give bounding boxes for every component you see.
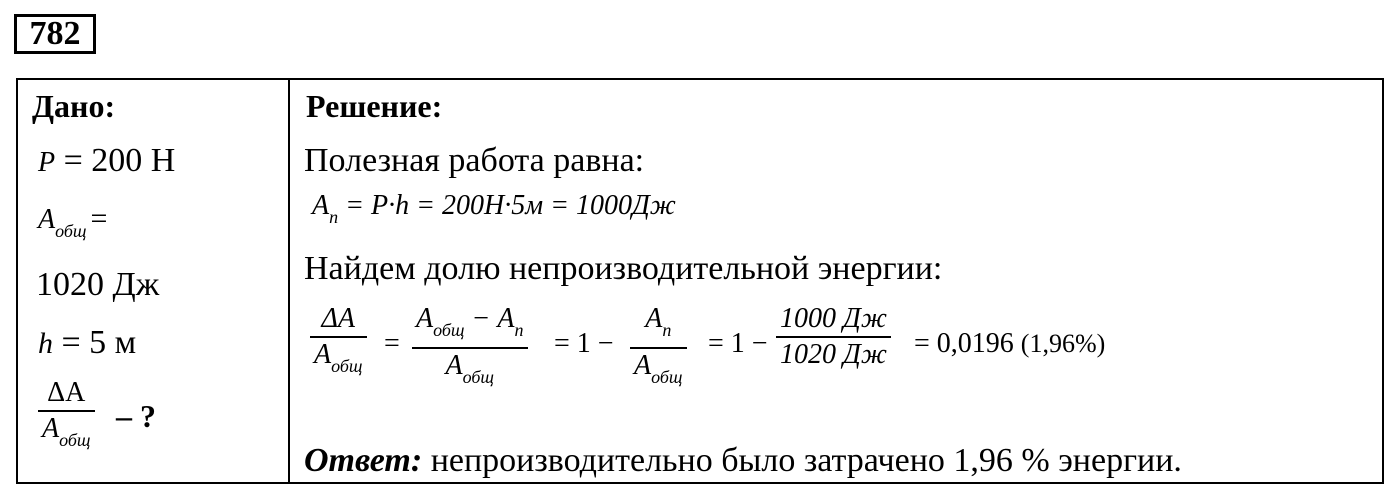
- problem-number: 782: [14, 14, 96, 54]
- solution-table: [16, 78, 1384, 484]
- one-minus-2: = 1 −: [708, 328, 768, 359]
- find-numerator: ΔA: [47, 377, 86, 408]
- given-force: [38, 142, 175, 180]
- one-minus-1: = 1 −: [554, 328, 614, 359]
- given-heading: Дано:: [32, 88, 116, 124]
- find-fraction: [38, 376, 95, 457]
- height-symbol: h: [38, 327, 53, 360]
- total-work-symbol: A: [38, 204, 56, 235]
- useful-work-equation: $A_п = P\cdot h = 200Н\cdot 5м = 1000Дж$: [312, 190, 676, 227]
- result-value: = 0,0196 (1,96%): [914, 328, 1106, 359]
- fraction-difference: $A_{общ} - A_п$ $A_{общ}$: [412, 302, 528, 394]
- find-question: – ?: [116, 398, 156, 434]
- fraction-useful-ratio: $A_п$ $A_{общ}$: [630, 302, 687, 394]
- find-denominator: $A_{общ}$: [42, 413, 91, 450]
- answer-label: Ответ:: [304, 442, 423, 479]
- useful-work-text: Полезная работа равна:: [304, 142, 645, 179]
- solution-heading: Решение:: [306, 88, 443, 124]
- fraction-delta-a: ΔA $A_{общ}$: [310, 302, 367, 383]
- total-work-value: 1020 Дж: [36, 266, 160, 303]
- total-work-subscript: общ: [55, 221, 87, 241]
- total-work-equals: =: [90, 202, 108, 235]
- unproductive-text: Найдем долю непроизводительной энергии:: [304, 250, 943, 287]
- equals-sign: =: [384, 328, 400, 359]
- force-value: = 200 Н: [63, 142, 176, 179]
- column-divider: [288, 80, 290, 482]
- given-height: [38, 324, 136, 362]
- force-symbol: P: [38, 147, 56, 178]
- height-value: = 5 м: [61, 324, 137, 361]
- given-total-work: [38, 202, 107, 242]
- answer-line: [304, 442, 1182, 480]
- fraction-numeric: 1000 Дж 1020 Дж: [776, 302, 891, 372]
- answer-text: непроизводительно было затрачено 1,96 % энергии.: [430, 442, 1182, 479]
